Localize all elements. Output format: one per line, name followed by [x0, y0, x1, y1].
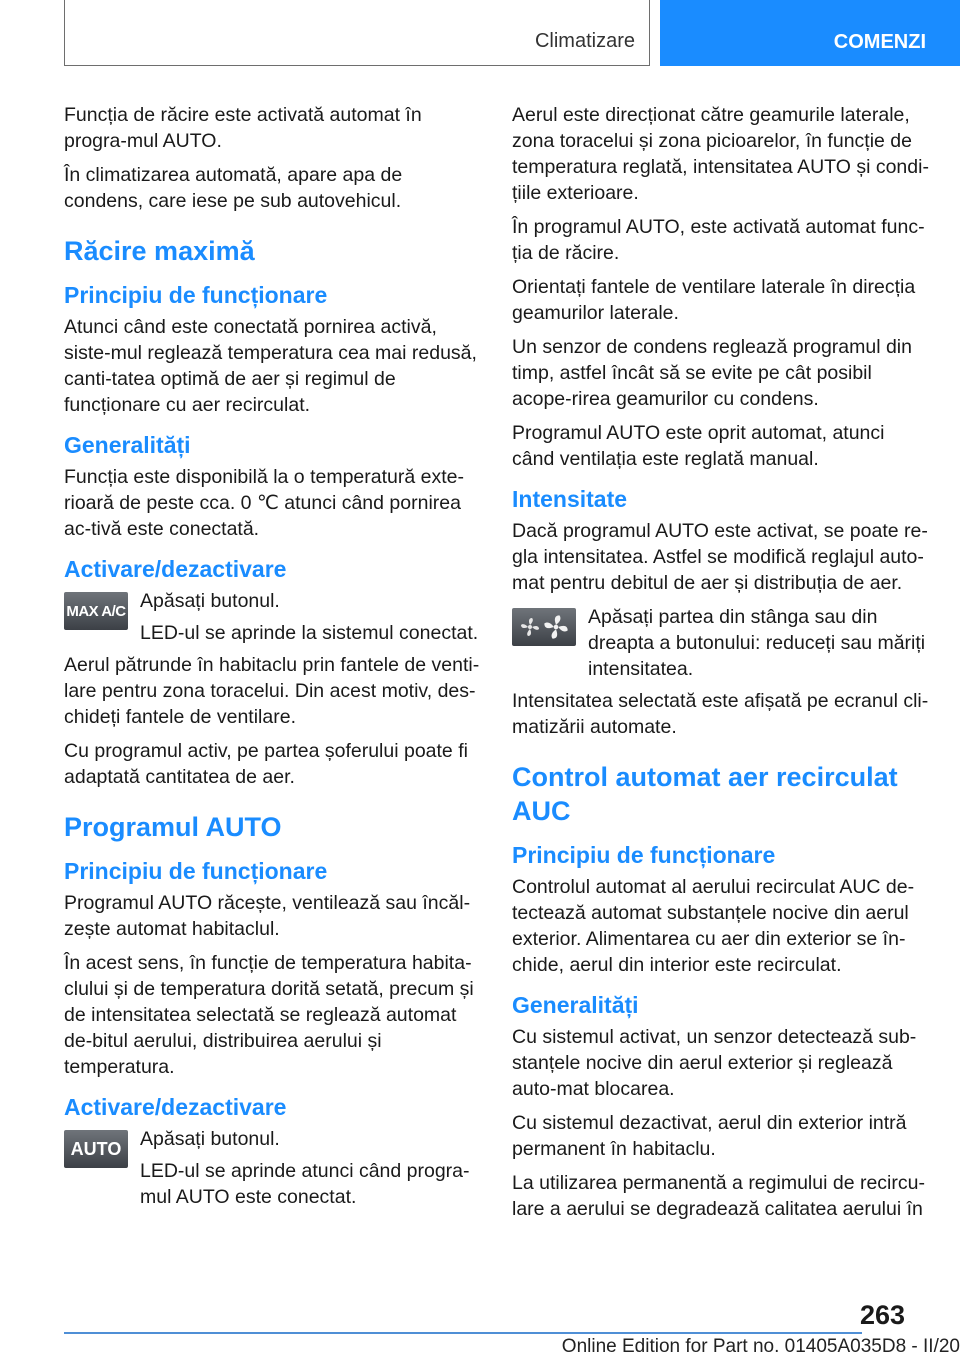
paragraph: La utilizarea permanentă a regimului de recircu‐lare a aerului se degradează calitatea aerului în [512, 1172, 925, 1220]
paragraph: Programul AUTO este oprit automat, atunci când ventilația este reglată manual. [512, 422, 885, 470]
subheading-principle: Principiu de funcționare [64, 282, 328, 308]
heading-auc: Control automat aer recirculat AUC [512, 762, 898, 826]
paragraph: Funcția este disponibilă la o temperatură exte‐rioară de peste cca. 0 ℃ atunci când pornirea ac‐tivă este conectată. [64, 466, 464, 540]
heading-auto-program: Programul AUTO [64, 812, 282, 842]
max-ac-button-icon: MAX A/C [64, 592, 128, 630]
paragraph: Dacă programul AUTO este activat, se poate re‐gla intensitatea. Astfel se modifică reglajul auto‐mat pentru debitul de aer și distribuția de aer. [512, 520, 928, 594]
paragraph: Intensitatea selectată este afișată pe ecranul cli‐matizării automate. [512, 690, 929, 738]
max-ac-instruction [64, 588, 480, 646]
paragraph: Apăsați partea din stânga sau din dreapta a butonului: reduceți sau măriți intensitatea. [588, 606, 926, 680]
paragraph: Un senzor de condens reglează programul din timp, astfel încât să se evite pe cât posibil acope‐rirea geamurilor cu condens. [512, 336, 912, 410]
subheading-activate: Activare/dezactivare [64, 556, 287, 582]
paragraph: LED-ul se aprinde atunci când progra‐mul AUTO este conectat. [140, 1160, 470, 1208]
fan-large-icon [542, 613, 570, 641]
paragraph: În programul AUTO, este activată automat func‐ția de răcire. [512, 216, 925, 264]
header-chapter-tab [660, 0, 960, 66]
page-number: 263 [860, 1300, 906, 1330]
header-chapter-title: COMENZI [833, 31, 926, 53]
footer-edition: Online Edition for Part no. 01405A035D8 - II/20 [561, 1336, 960, 1357]
paragraph: Controlul automat al aerului recirculat AUC de‐tectează automat substanțele nocive din aerul exterior. Alimentarea cu aer din exterior se în‐chide, aerul din interior este recirculat. [512, 876, 915, 976]
paragraph: Cu sistemul activat, un senzor detectează sub‐stanțele nocive din aerul exterior și reglează auto‐mat blocarea. [512, 1026, 917, 1100]
header-section-title: Climatizare [534, 30, 635, 52]
paragraph: Apăsați butonul. [140, 590, 280, 612]
subheading-principle: Principiu de funcționare [512, 842, 776, 868]
paragraph: În climatizarea automată, apare apa de condens, care iese pe sub autovehicul. [64, 164, 403, 212]
paragraph: Aerul pătrunde în habitaclu prin fantele de venti‐lare pentru zona toracelui. Din acest motiv, des‐chideți fantele de ventilare. [64, 654, 480, 728]
footer-divider [64, 1332, 862, 1334]
paragraph: În acest sens, în funcție de temperatura habita‐clului și de temperatura dorită setată, precum și de intensitatea selectată se reglează automat de‐bitul aerului, distribuirea aerului și temperatura. [64, 952, 474, 1078]
paragraph: Apăsați butonul. [140, 1128, 280, 1150]
subheading-activate: Activare/dezactivare [64, 1094, 287, 1120]
header-section-box [64, 0, 650, 66]
subheading-intensity: Intensitate [512, 486, 628, 512]
fan-intensity-button-icon [512, 608, 576, 646]
auto-instruction [64, 1126, 480, 1210]
left-column [64, 102, 480, 1216]
heading-max-cooling: Răcire maximă [64, 236, 255, 266]
paragraph: Orientați fantele de ventilare laterale în direcția geamurilor laterale. [512, 276, 916, 324]
right-column [512, 102, 930, 1230]
paragraph: Funcția de răcire este activată automat în progra‐mul AUTO. [64, 104, 422, 152]
subheading-general: Generalități [512, 992, 639, 1018]
fan-instruction [512, 604, 930, 682]
fan-small-icon [518, 615, 542, 639]
paragraph: Programul AUTO răcește, ventilează sau încăl‐zește automat habitaclul. [64, 892, 471, 940]
paragraph: Cu sistemul dezactivat, aerul din exterior intră permanent în habitaclu. [512, 1112, 907, 1160]
paragraph: Cu programul activ, pe partea șoferului poate fi adaptată cantitatea de aer. [64, 740, 468, 788]
paragraph: Aerul este direcționat către geamurile laterale, zona toracelui și zona picioarelor, în funcție de temperatura reglată, intensitatea AUTO și condi‐țiile exterioare. [512, 104, 929, 204]
auto-button-icon: AUTO [64, 1130, 128, 1168]
paragraph: LED-ul se aprinde la sistemul conectat. [140, 622, 479, 644]
subheading-general: Generalități [64, 432, 191, 458]
paragraph: Atunci când este conectată pornirea activă, siste‐mul reglează temperatura cea mai redusă, canti‐tatea optimă de aer și regimul de funcționare cu aer recirculat. [64, 316, 477, 416]
subheading-principle: Principiu de funcționare [64, 858, 328, 884]
